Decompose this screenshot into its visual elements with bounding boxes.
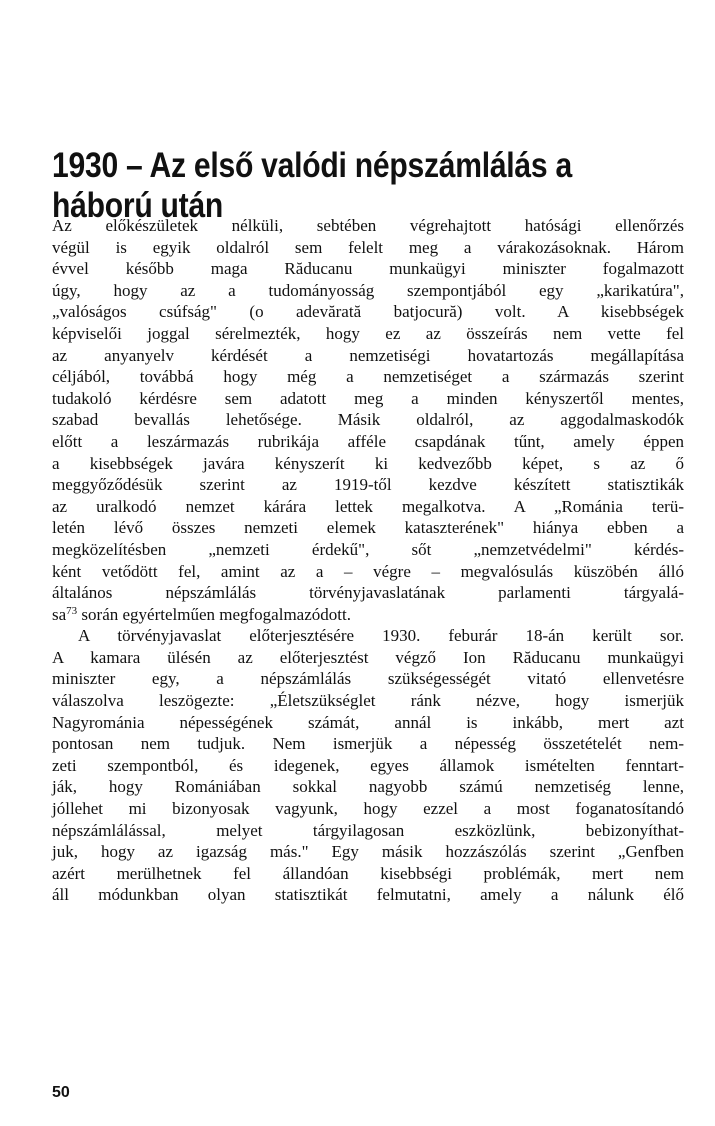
paragraph-1 [52, 215, 684, 604]
text-line: végül is egyik oldalról sem felelt meg a várakozásoknak. Három [52, 237, 684, 257]
text-line: ként vetődött fel, amint az a – végre – megvalósulás küszöbén álló [52, 561, 684, 581]
text-line: általános népszámlálás törvényjavaslatának parlamenti tárgyalá- [52, 583, 684, 603]
text-line: Nagyrománia népességének számát, annál is inkább, mert azt [52, 712, 684, 732]
text-line: válaszolva leszögezte: „Életszükséglet ránk nézve, hogy ismerjük [52, 691, 684, 711]
text-line: népszámlálással, melyet tárgyilagosan eszközlünk, bebizonyíthat- [52, 820, 684, 840]
text-line: előtt a leszármazás rubrikája afféle csapdának tűnt, amely éppen [52, 431, 684, 451]
text-line: „valóságos csúfság" (o adevărată batjocură) volt. A kisebbségek [52, 302, 684, 322]
text-line: tudakoló kérdésre sem adatott meg a minden kényszertől mentes, [52, 388, 684, 408]
page-number: 50 [52, 1084, 70, 1101]
text-line: letén lévő összes nemzeti elemek kataszterének" hiánya ebben a [52, 518, 684, 538]
text-line: az uralkodó nemzet kárára lettek megalkotva. A „Románia terü- [52, 496, 684, 516]
paragraph-2 [52, 625, 684, 906]
heading-line-2: háború után [52, 186, 224, 225]
text-line: a kisebbségek javára kényszerít ki kedvezőbb képet, s az ő [52, 453, 684, 473]
text-line: A kamara ülésén az előterjesztést végző Ion Răducanu munkaügyi [52, 647, 684, 667]
text-line: zeti szempontból, és idegenek, egyes államok ismételten fenntart- [52, 755, 684, 775]
text-line: jóllehet mi bizonyosak vagyunk, hogy ezzel a most foganatosítandó [52, 799, 684, 819]
text-line: juk, hogy az igazság más." Egy másik hozzászólás szerint „Genfben [52, 842, 684, 862]
paragraph-1-last-line [52, 604, 684, 626]
text-line: szabad bevallás lehetősége. Másik oldalról, az aggodalmaskodók [52, 410, 684, 430]
body-text [52, 215, 684, 906]
text-line: Az előkészületek nélküli, sebtében végrehajtott hatósági ellenőrzés [52, 216, 684, 235]
text-line: azért merülhetnek fel állandóan kisebbségi problémák, mert nem [52, 863, 684, 883]
heading-line-1: 1930 – Az első valódi népszámlálás a [52, 146, 572, 185]
text-line: pontosan nem tudjuk. Nem ismerjük a népesség összetételét nem- [52, 734, 684, 754]
paragraph-1-last-suffix: során egyértelműen megfogalmazódott. [77, 604, 351, 624]
text-line: meggyőződésük szerint az 1919-től kezdve készített statisztikák [52, 475, 684, 495]
text-line: az anyanyelv kérdését a nemzetiségi hovatartozás megállapítása [52, 345, 684, 365]
text-line: évvel később maga Răducanu munkaügyi miniszter fogalmazott [52, 259, 684, 279]
footnote-reference: 73 [66, 604, 78, 617]
text-line: képviselői joggal sérelmezték, hogy ez az összeírás nem vette fel [52, 323, 684, 343]
text-line: miniszter egy, a népszámlálás szükségességét vitató ellenvetésre [52, 669, 684, 689]
text-line: A törvényjavaslat előterjesztésére 1930. feburár 18-án került sor. [78, 626, 684, 646]
text-line: céljából, továbbá hogy még a nemzetiséget a származás szerint [52, 367, 684, 387]
chapter-heading [52, 146, 602, 226]
text-line: megközelítésben „nemzeti érdekű", sőt „nemzetvédelmi" kérdés- [52, 539, 684, 559]
text-line: áll módunkban olyan statisztikát felmutatni, amely a nálunk élő [52, 885, 684, 905]
text-line: ják, hogy Romániában sokkal nagyobb számú nemzetiség lenne, [52, 777, 684, 797]
paragraph-1-last-prefix: sa [52, 604, 67, 624]
text-line: úgy, hogy az a tudományosság szempontjából egy „karikatúra", [52, 280, 684, 300]
